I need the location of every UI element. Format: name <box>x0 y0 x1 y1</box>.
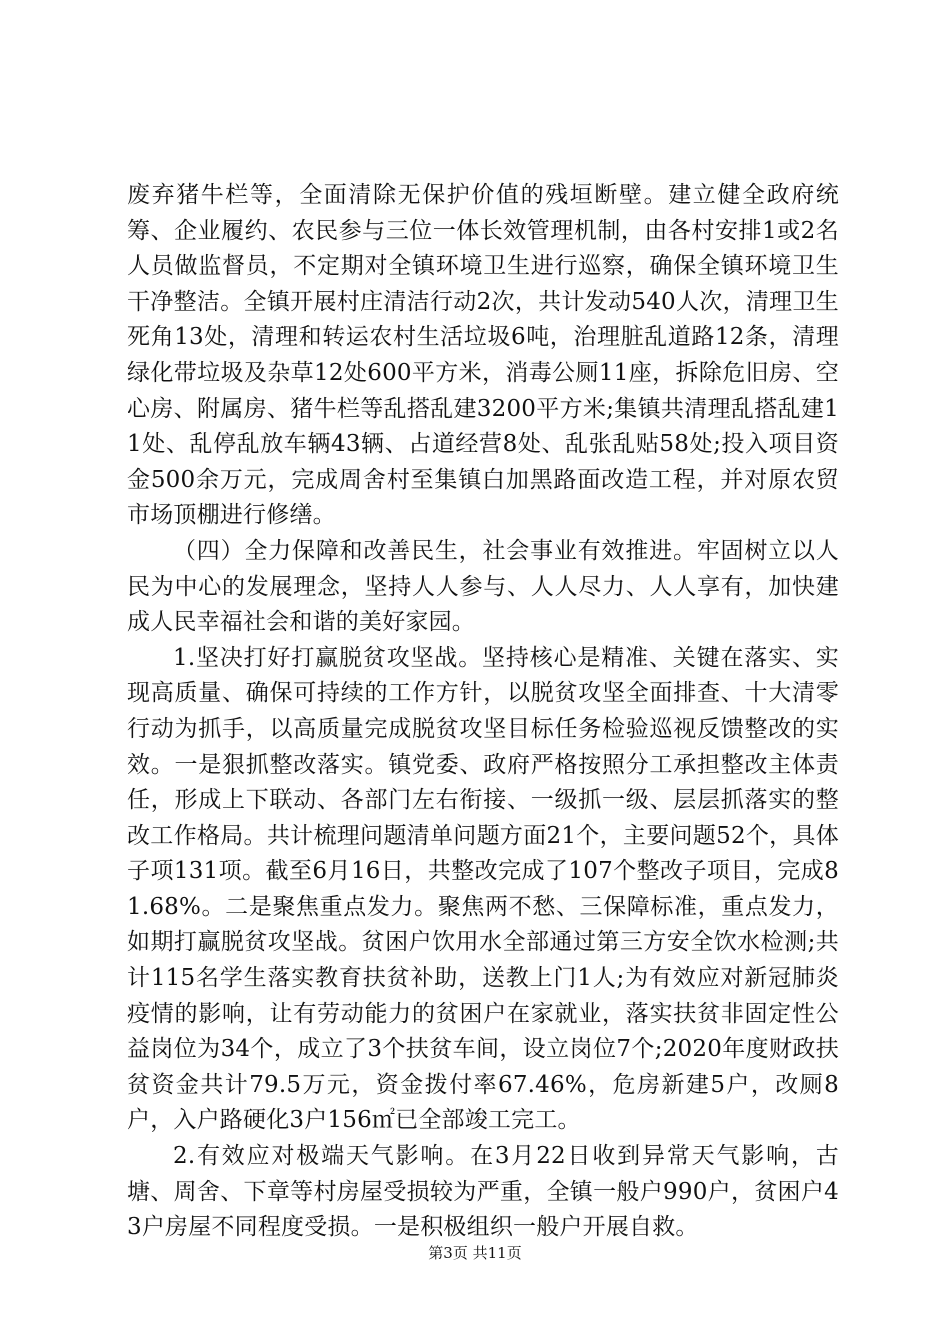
paragraph-section-four: （四）全力保障和改善民生，社会事业有效推进。牢固树立以人民为中心的发展理念，坚持人人参与、人人尽力、人人享有，加快建成人民幸福社会和谐的美好家园。 <box>127 537 839 636</box>
paragraph-sanitation: 废弃猪牛栏等，全面清除无保护价值的残垣断壁。建立健全政府统筹、企业履约、农民参与三位一体长效管理机制，由各村安排1或2名人员做监督员，不定期对全镇环境卫生进行巡察，确保全镇环境卫生干净整洁。全镇开展村庄清洁行动2次，共计发动540人次，清理卫生死角13处，清理和转运农村生活垃圾6吨，治理脏乱道路12条，清理绿化带垃圾及杂草12处600平方米，消毒公厕11座，拆除危旧房、空心房、附属房、猪牛栏等乱搭乱建3200平方米;集镇共清理乱搭乱建11处、乱停乱放车辆43辆、占道经营8处、乱张乱贴58处;投入项目资金500余万元，完成周舍村至集镇白加黑路面改造工程，并对原农贸市场顶棚进行修缮。 <box>127 182 839 529</box>
page-number-footer: 第3页 共11页 <box>428 1244 522 1262</box>
paragraph-poverty-alleviation: 1.坚决打好打赢脱贫攻坚战。坚持核心是精准、关键在落实、实现高质量、确保可持续的工作方针，以脱贫攻坚全面排查、十大清零行动为抓手，以高质量完成脱贫攻坚目标任务检验巡视反馈整改的实效。一是狠抓整改落实。镇党委、政府严格按照分工承担整改主体责任，形成上下联动、各部门左右衔接、一级抓一级、层层抓落实的整改工作格局。共计梳理问题清单问题方面21个，主要问题52个，具体子项131项。截至6月16日，共整改完成了107个整改子项目，完成81.68%。二是聚焦重点发力。聚焦两不愁、三保障标准，重点发力，如期打赢脱贫攻坚战。贫困户饮用水全部通过第三方安全饮水检测;共计115名学生落实教育扶贫补助，送教上门1人;为有效应对新冠肺炎疫情的影响，让有劳动能力的贫困户在家就业，落实扶贫非固定性公益岗位为34个，成立了3个扶贫车间，设立岗位7个;2020年度财政扶贫资金共计79.5万元，资金拨付率67.46%，危房新建5户，改厕8户，入户路硬化3户156㎡已全部竣工完工。 <box>127 644 839 1134</box>
paragraph-extreme-weather: 2.有效应对极端天气影响。在3月22日收到异常天气影响，古塘、周舍、下章等村房屋受损较为严重，全镇一般户990户，贫困户43户房屋不同程度受损。一是积极组织一般户开展自救。 <box>127 1143 839 1241</box>
document-body <box>127 178 839 1246</box>
